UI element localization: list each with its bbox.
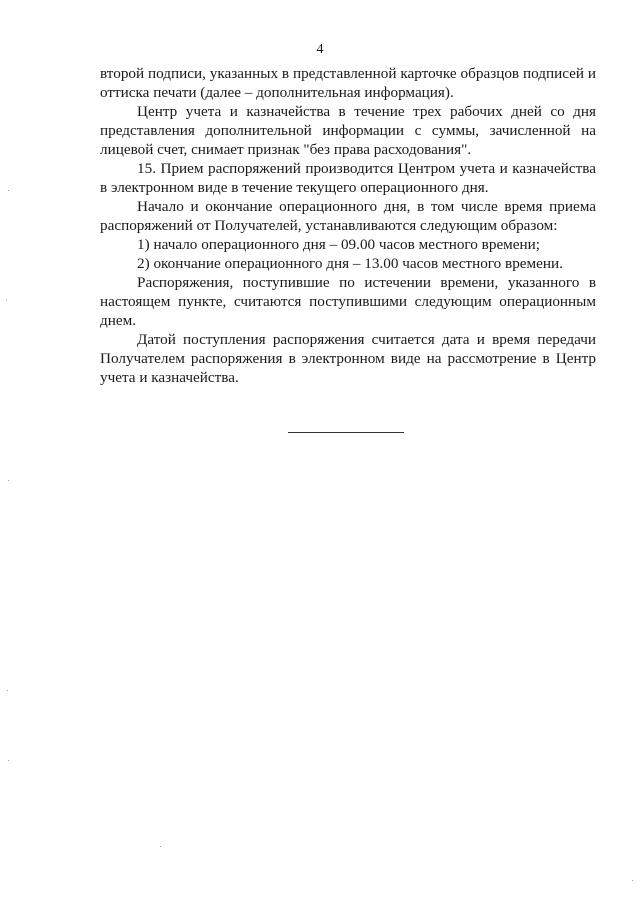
end-of-text-rule	[288, 432, 404, 433]
paragraph-continuation: второй подписи, указанных в представленной карточке образцов подписей и оттиска печати (далее – дополнительная информация).	[100, 65, 596, 101]
paragraph-operational-day: Начало и окончание операционного дня, в том числе время приема распоряжений от Получателей, устанавливаются следующим образом:	[100, 198, 596, 234]
scan-mark	[160, 846, 161, 847]
list-item-start-time: 1) начало операционного дня – 09.00 часов местного времени;	[137, 236, 541, 253]
scan-mark	[8, 480, 9, 481]
paragraph-center-removes-flag: Центр учета и казначейства в течение трех рабочих дней со дня представления дополнительной информации с суммы, зачисленной на лицевой счет, снимает признак "без права расходования".	[100, 103, 596, 158]
document-body	[100, 64, 596, 387]
scan-mark	[8, 190, 9, 191]
page-number: 4	[316, 42, 324, 57]
paragraph-item-15: 15. Прием распоряжений производится Центром учета и казначейства в электронном виде в течение текущего операционного дня.	[100, 160, 596, 196]
scan-mark	[6, 300, 7, 301]
scan-mark	[632, 880, 633, 881]
list-item-end-time: 2) окончание операционного дня – 13.00 часов местного времени.	[137, 255, 563, 272]
paragraph-late-orders: Распоряжения, поступившие по истечении времени, указанного в настоящем пункте, считаются поступившими следующим операционным днем.	[100, 274, 596, 329]
scan-mark	[7, 690, 8, 691]
scan-mark	[8, 760, 9, 761]
paragraph-receipt-date: Датой поступления распоряжения считается дата и время передачи Получателем распоряжения в электронном виде на рассмотрение в Центр учета и казначейства.	[100, 331, 596, 386]
